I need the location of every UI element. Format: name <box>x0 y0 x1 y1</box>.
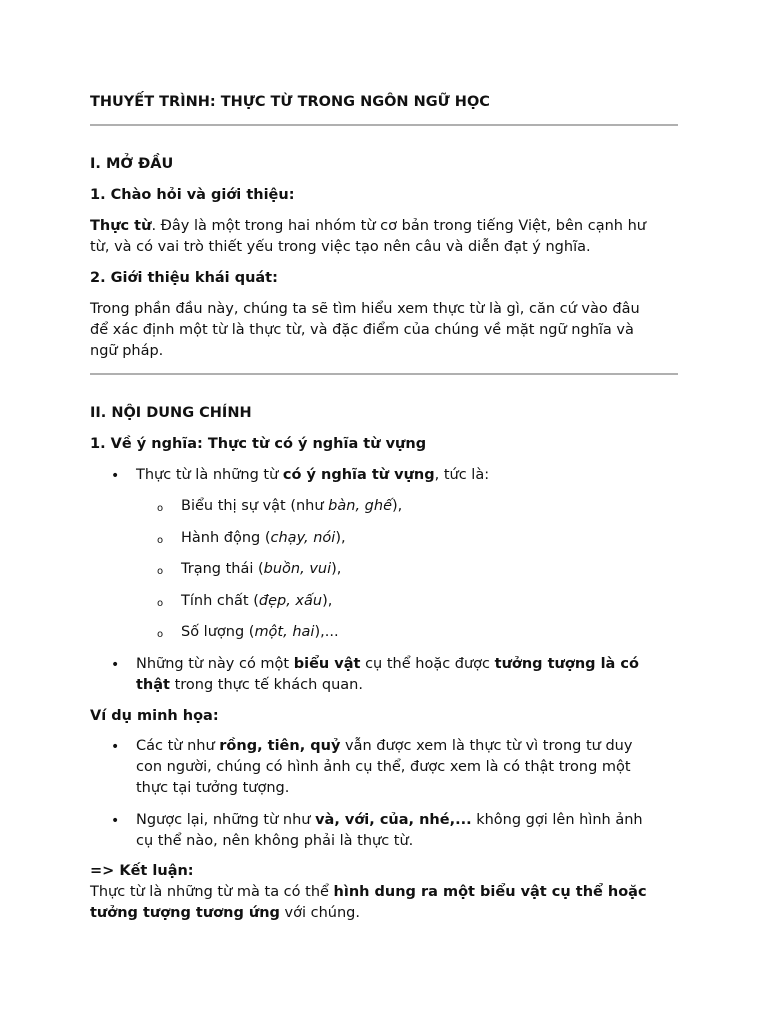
sub-list-item: Số lượng (một, hai),... <box>181 624 339 640</box>
section-heading-main: II. NỘI DUNG CHÍNH <box>90 405 252 421</box>
divider <box>90 373 678 375</box>
subheading-meaning: 1. Về ý nghĩa: Thực từ có ý nghĩa từ vựng <box>90 436 427 452</box>
sub-list-item: Trạng thái (buồn, vui), <box>181 561 342 577</box>
sub-bullet-icon: o <box>157 535 164 546</box>
list-item: Thực từ là những từ có ý nghĩa từ vựng, tức là: <box>136 467 490 483</box>
list-item: Các từ như rồng, tiên, quỷ vẫn được xem là thực từ vì trong tư duy con người, chúng có hình ảnh cụ thể, được xem là có thật trong một thực tại tưởng tượng. <box>136 738 633 796</box>
sub-bullet-icon: o <box>157 629 164 640</box>
divider <box>90 124 678 126</box>
document-title: THUYẾT TRÌNH: THỰC TỪ TRONG NGÔN NGỮ HỌC <box>90 94 490 110</box>
sub-bullet-icon: o <box>157 566 164 577</box>
list-item: Những từ này có một biểu vật cụ thể hoặc được tưởng tượng là có thật trong thực tế khách quan. <box>136 656 639 693</box>
section-heading-intro: I. MỞ ĐẦU <box>90 156 174 172</box>
conclusion-heading: => Kết luận: <box>90 863 194 879</box>
bullet-icon: • <box>111 739 120 755</box>
paragraph-conclusion: Thực từ là những từ mà ta có thể hình dung ra một biểu vật cụ thể hoặc tưởng tượng tương ứng với chúng. <box>90 884 647 921</box>
paragraph-intro: Thực từ. Đây là một trong hai nhóm từ cơ bản trong tiếng Việt, bên cạnh hư từ, và có vai trò thiết yếu trong việc tạo nên câu và diễn đạt ý nghĩa. <box>90 218 646 255</box>
subheading-examples: Ví dụ minh họa: <box>90 708 219 724</box>
sub-bullet-icon: o <box>157 503 164 514</box>
sub-list-item: Biểu thị sự vật (như bàn, ghế), <box>181 498 403 514</box>
sub-list-item: Hành động (chạy, nói), <box>181 530 346 546</box>
paragraph-overview: Trong phần đầu này, chúng ta sẽ tìm hiểu xem thực từ là gì, căn cứ vào đâu để xác định một từ là thực từ, và đặc điểm của chúng về mặt ngữ nghĩa và ngữ pháp. <box>90 301 640 359</box>
sub-list-item: Tính chất (đẹp, xấu), <box>181 593 333 609</box>
sub-bullet-icon: o <box>157 598 164 609</box>
bullet-icon: • <box>111 813 120 829</box>
bullet-icon: • <box>111 657 120 673</box>
subheading-greeting: 1. Chào hỏi và giới thiệu: <box>90 187 295 203</box>
subheading-overview: 2. Giới thiệu khái quát: <box>90 270 278 286</box>
bold-term: Thực từ <box>90 218 152 234</box>
list-item: Ngược lại, những từ như và, với, của, nhé,... không gợi lên hình ảnh cụ thể nào, nên không phải là thực từ. <box>136 812 643 849</box>
bullet-icon: • <box>111 468 120 484</box>
